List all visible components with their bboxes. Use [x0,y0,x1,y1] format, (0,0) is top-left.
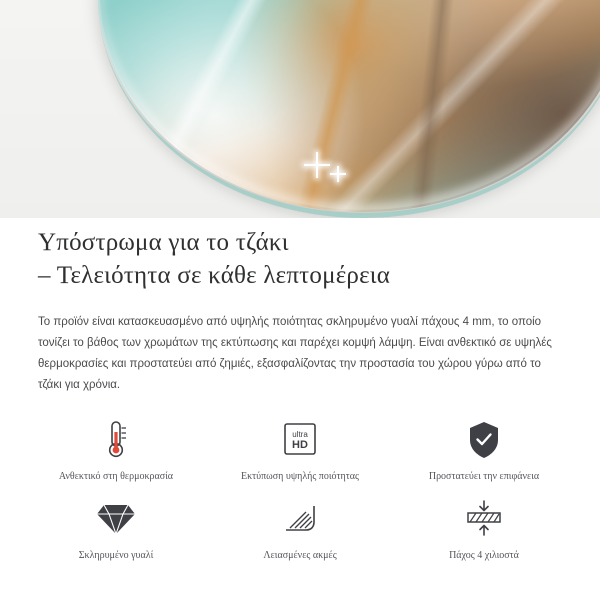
feature-item [392,497,576,562]
content-section [0,226,600,562]
diamond-icon [95,497,137,541]
headline-line-2: – Τελειότητα σε κάθε λεπτομέρεια [38,262,391,289]
feature-item [208,497,392,562]
feature-label: Λειασμένες ακμές [263,550,337,561]
thermometer-icon [101,418,131,462]
polished-edges-icon [280,497,320,541]
feature-label: Σκληρυμένο γυαλί [78,550,154,561]
feature-grid [24,418,576,562]
feature-item [208,418,392,483]
thickness-arrows-icon [463,497,505,541]
svg-text:ultra: ultra [292,430,308,439]
body-copy: Το προϊόν είναι κατασκευασμένο από υψηλής ποιότητας σκληρυμένο γυαλί πάχους 4 mm, το οποίο τονίζει το βάθος των χρωμάτων της εκτύπωσης και παρέχει κομψή λάμψη. Είναι ανθεκτικό σε υψηλές θερμοκρασίες και προστατεύει από ζημιές, εξασφαλίζοντας την προστασία του χώρου γύρω από το τζάκι για χρόνια. [38,316,552,391]
feature-item [392,418,576,483]
feature-item [24,497,208,562]
shield-check-icon [466,418,502,462]
feature-label: Πάχος 4 χιλιοστά [449,550,519,561]
hero-image [0,0,600,218]
ultra-hd-icon [279,418,321,462]
feature-label: Εκτύπωση υψηλής ποιότητας [241,471,359,482]
svg-text:HD: HD [292,439,308,451]
feature-label: Ανθεκτικό στη θερμοκρασία [58,471,174,482]
headline-line-1: Υπόστρωμα για το τζάκι [38,229,289,256]
feature-item [24,418,208,483]
feature-label: Προστατεύει την επιφάνεια [428,471,540,482]
page-title [38,226,562,292]
marble-glass-plate [98,0,600,212]
